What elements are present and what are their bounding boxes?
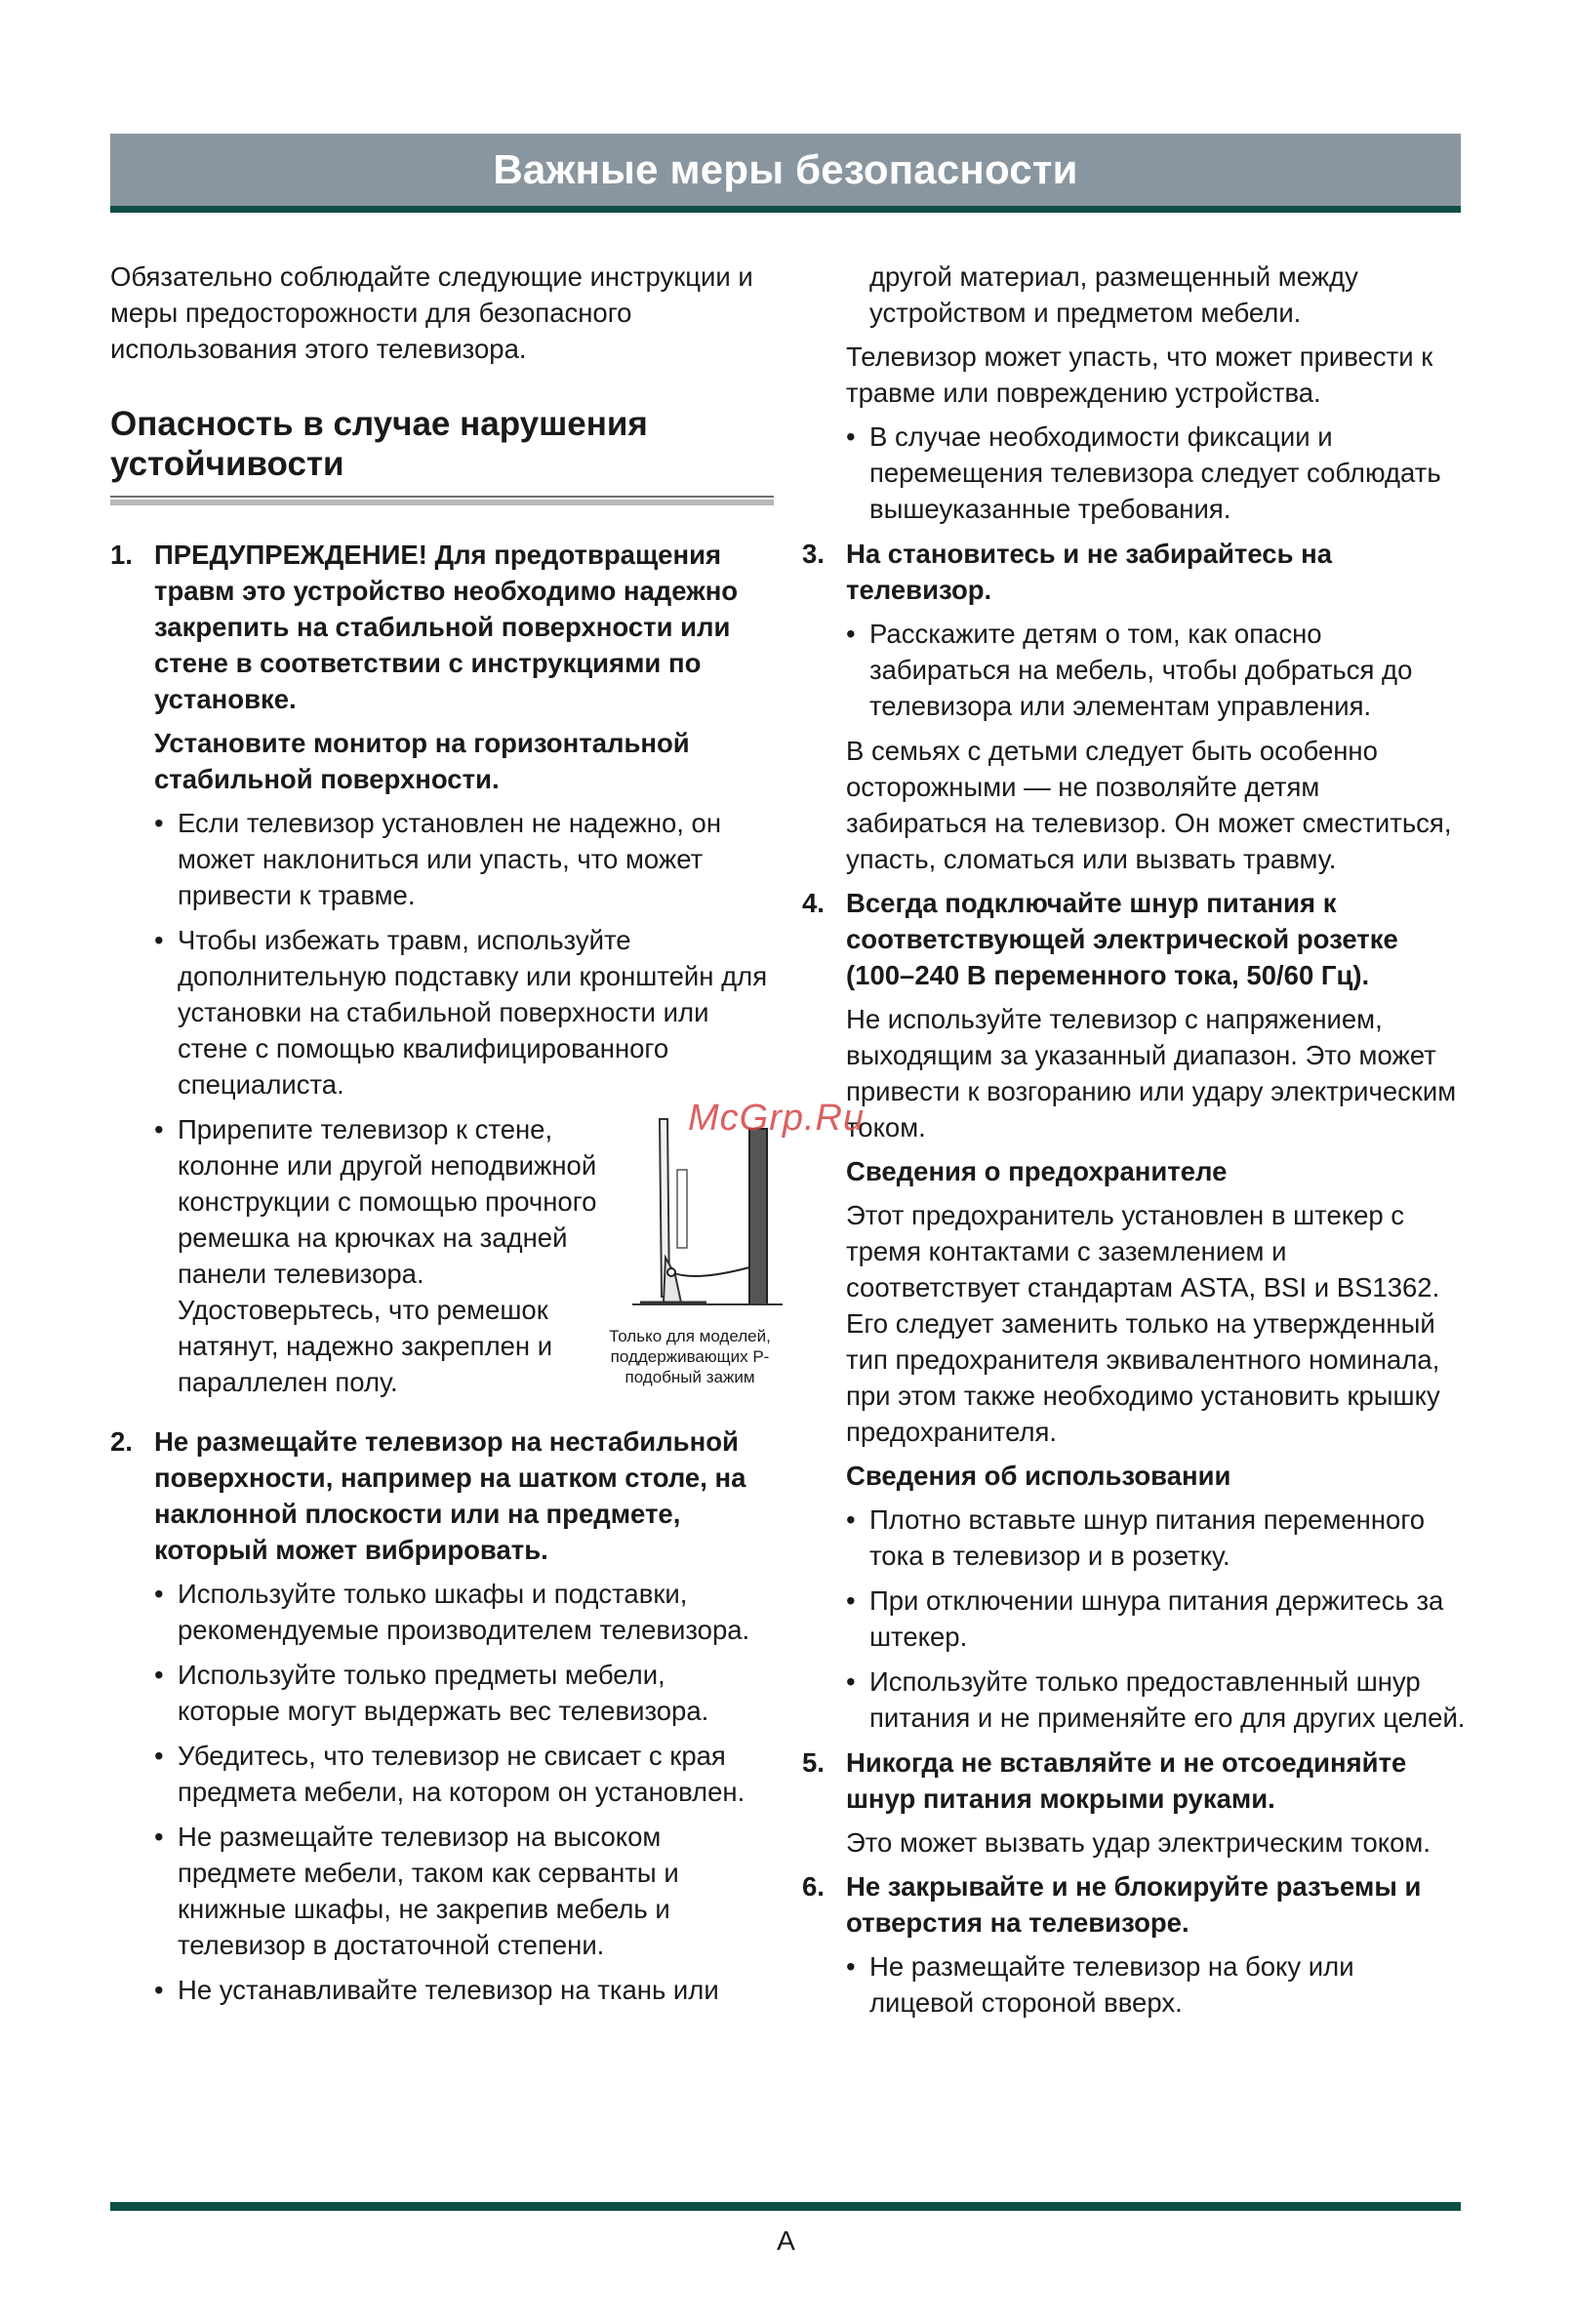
- fuse-subheading: Сведения о предохранителе: [846, 1156, 1228, 1186]
- children-paragraph: В семьях с детьми следует быть особенно осторожными — не позволяйте детям забираться на телевизор. Он может сместиться, упасть, сломаться или вызвать травму.: [846, 736, 1452, 874]
- voltage-paragraph: Не используйте телевизор с напряжением, выходящим за указанный диапазон. Это может привести к возгоранию или удару электрическим током.: [846, 1004, 1457, 1142]
- item-5-number: 5.: [802, 1747, 825, 1778]
- bullet-icon: •: [154, 925, 164, 955]
- continued-bullet-text: другой материал, размещенный между устройством и предметом мебели.: [869, 261, 1358, 328]
- item-3-heading: [802, 536, 1466, 608]
- bullet-icon: •: [154, 808, 164, 838]
- list-item: • Используйте только шкафы и подставки, рекомендуемые производителем телевизора.: [154, 1576, 774, 1648]
- item-5-heading: [802, 1744, 1466, 1817]
- item-4-number: 4.: [802, 888, 825, 918]
- item-1-number: 1.: [110, 540, 133, 570]
- watermark: McGrp.Ru: [688, 1098, 866, 1139]
- list-item: • Плотно вставьте шнур питания переменного тока в телевизор и в розетку.: [846, 1502, 1466, 1574]
- item-6-text: Не закрывайте и не блокируйте разъемы и отверстия на телевизоре.: [846, 1871, 1422, 1938]
- bullet-icon: •: [154, 1114, 164, 1144]
- item-3-text: На становитесь и не забирайтесь на телевизор.: [846, 539, 1333, 605]
- item-4-text: Всегда подключайте шнур питания к соответствующей электрической розетке (100–240 В переменного тока, 50/60 Гц).: [846, 888, 1398, 990]
- item-2-text: Не размещайте телевизор на нестабильной поверхности, например на шатком столе, на наклонной плоскости или на предмете, который может вибрировать.: [154, 1426, 746, 1565]
- fall-warning-paragraph: Телевизор может упасть, что может привести к травме или повреждению устройства.: [846, 341, 1433, 408]
- list-item: • В случае необходимости фиксации и перемещения телевизора следует соблюдать вышеуказанные требования.: [846, 419, 1466, 527]
- list-item: • Прирепите телевизор к стене, колонне или другой неподвижной конструкции с помощью прочного ремешка на крючках на задней панели телевизора. Удостоверьтесь, что ремешок натянут, надежно закреплен и параллелен полу.: [154, 1111, 597, 1415]
- bullet-icon: •: [154, 1741, 164, 1771]
- list-item: • Не устанавливайте телевизор на ткань или: [154, 1972, 774, 2008]
- fuse-paragraph: Этот предохранитель установлен в штекер с тремя контактами с заземлением и соответствует стандартам ASTA, BSI и BS1362. Его следует заменить только на утвержденный тип предохранителя эквивалентного номинала, при этом также необходимо установить крышку предохранителя.: [846, 1200, 1440, 1447]
- bullet-icon: •: [846, 1951, 856, 1982]
- section-title: Опасность в случае нарушения устойчивости: [110, 405, 648, 483]
- item-6-heading: [802, 1868, 1466, 1941]
- list-item: • При отключении шнура питания держитесь за штекер.: [846, 1583, 1466, 1655]
- item-6-body: [802, 1948, 1466, 2021]
- footer-rule: [110, 2202, 1461, 2211]
- header-band: [110, 134, 1461, 206]
- bullet-icon: •: [154, 1975, 164, 2005]
- item-2-number: 2.: [110, 1426, 133, 1457]
- bullet-icon: •: [154, 1660, 164, 1690]
- item-5-text: Никогда не вставляйте и не отсоединяйте шнур питания мокрыми руками.: [846, 1747, 1407, 1814]
- list-item: • Если телевизор установлен не надежно, он может наклониться или упасть, что может привести к травме.: [154, 805, 774, 913]
- item-4-heading: [802, 885, 1466, 993]
- item-2-body: [110, 1576, 774, 2008]
- item-1-text: ПРЕДУПРЕЖДЕНИЕ! Для предотвращения травм это устройство необходимо надежно закрепить на стабильной поверхности или стене в соответствии с инструкциями по установке.: [154, 540, 739, 714]
- figure-caption: Только для моделей, поддерживающих P-подобный зажим: [609, 1327, 771, 1386]
- shock-paragraph: Это может вызвать удар электрическим током.: [846, 1827, 1431, 1858]
- item-5-body: [802, 1824, 1466, 1861]
- list-item: • Не размещайте телевизор на боку или лицевой стороной вверх.: [846, 1948, 1466, 2021]
- item-4-body: [802, 1001, 1466, 1736]
- tv-wall-strap-figure: [597, 1111, 792, 1423]
- list-item: • Чтобы избежать травм, используйте дополнительную подставку или кронштейн для установки на стабильной поверхности или стене с помощью квалифицированного специалиста.: [154, 922, 774, 1102]
- page-title: Важные меры безопасности: [493, 146, 1078, 192]
- usage-subheading: Сведения об использовании: [846, 1461, 1231, 1491]
- left-column: [110, 259, 774, 2017]
- bullet-icon: •: [154, 1822, 164, 1852]
- list-item: • Убедитесь, что телевизор не свисает с края предмета мебели, на котором он установлен.: [154, 1738, 774, 1810]
- bullet-icon: •: [846, 619, 856, 649]
- list-item: • Расскажите детям о том, как опасно забираться на мебель, чтобы добраться до телевизора или элементам управления.: [846, 616, 1466, 724]
- item-3-body: [802, 616, 1466, 877]
- list-item: • Не размещайте телевизор на высоком предмете мебели, таком как серванты и книжные шкафы, не закрепив мебель и телевизор в достаточной степени.: [154, 1819, 774, 1963]
- list-item: • Используйте только предметы мебели, которые могут выдержать вес телевизора.: [154, 1657, 774, 1729]
- bullet-icon: •: [846, 1666, 856, 1697]
- figure-row: [154, 1111, 774, 1423]
- item-3-number: 3.: [802, 539, 825, 569]
- bullet-icon: •: [846, 1504, 856, 1535]
- intro-paragraph: Обязательно соблюдайте следующие инструкции и меры предосторожности для безопасного использования этого телевизора.: [110, 261, 753, 364]
- bullet-icon: •: [846, 1585, 856, 1616]
- bullet-icon: •: [846, 421, 856, 452]
- item-1-body: [110, 725, 774, 1423]
- bullet-icon: •: [154, 1579, 164, 1609]
- right-column: [802, 259, 1466, 2029]
- item-1-subheading: Установите монитор на горизонтальной стабильной поверхности.: [154, 728, 690, 794]
- tv-strap-illustration-icon: [597, 1111, 792, 1326]
- item-2-heading: [110, 1423, 774, 1568]
- item-2-continuation: [802, 259, 1466, 527]
- item-6-number: 6.: [802, 1871, 825, 1902]
- header-rule: [110, 206, 1461, 213]
- list-item: • Используйте только предоставленный шнур питания и не применяйте его для других целей.: [846, 1663, 1466, 1736]
- item-1-heading: [110, 537, 774, 717]
- section-divider: [110, 496, 774, 505]
- page-number: A: [777, 2225, 795, 2256]
